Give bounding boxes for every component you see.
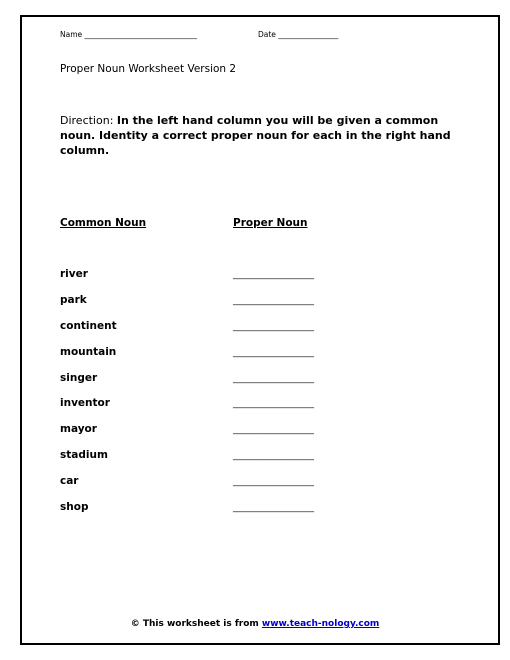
name-field: Name ______________________________ xyxy=(60,30,198,39)
direction-paragraph xyxy=(60,113,460,158)
common-noun: car xyxy=(60,475,79,488)
worksheet-title: Proper Noun Worksheet Version 2 xyxy=(60,63,237,75)
common-noun: mayor xyxy=(60,423,97,436)
noun-row xyxy=(60,475,314,501)
common-noun-heading: Common Noun xyxy=(60,217,147,229)
proper-noun-answer-line[interactable]: __________________ xyxy=(233,321,314,332)
footer-credit xyxy=(0,619,510,629)
common-noun: inventor xyxy=(60,397,110,410)
proper-noun-answer-line[interactable]: __________________ xyxy=(233,295,314,306)
common-noun: stadium xyxy=(60,449,108,462)
noun-list xyxy=(60,268,314,527)
common-noun: singer xyxy=(60,371,98,384)
noun-row xyxy=(60,371,314,398)
direction-label: Direction: xyxy=(60,114,117,127)
proper-noun-answer-line[interactable]: __________________ xyxy=(233,347,314,358)
proper-noun-answer-line[interactable]: __________________ xyxy=(233,477,314,488)
noun-row xyxy=(60,345,314,372)
common-noun: continent xyxy=(60,319,117,332)
common-noun: mountain xyxy=(60,345,117,358)
noun-row xyxy=(60,268,314,294)
header-row xyxy=(60,30,339,39)
proper-noun-answer-line[interactable]: __________________ xyxy=(233,399,314,410)
noun-row xyxy=(60,397,314,423)
footer-text: © This worksheet is from xyxy=(130,619,262,629)
noun-row xyxy=(60,319,314,346)
noun-row xyxy=(60,423,314,449)
proper-noun-heading: Proper Noun xyxy=(233,217,308,229)
common-noun: shop xyxy=(60,501,89,514)
proper-noun-answer-line[interactable]: __________________ xyxy=(233,425,314,436)
footer-link[interactable]: www.teach-nology.com xyxy=(261,619,380,629)
proper-noun-answer-line[interactable]: __________________ xyxy=(233,270,314,280)
noun-row xyxy=(60,293,314,320)
proper-noun-answer-line[interactable]: __________________ xyxy=(233,451,314,462)
noun-row xyxy=(60,501,314,527)
direction-text: In the left hand column you will be given a common noun. Identity a correct proper noun for each in the right hand column. xyxy=(60,114,451,157)
common-noun: river xyxy=(60,268,88,280)
proper-noun-answer-line[interactable]: __________________ xyxy=(233,373,314,384)
common-noun: park xyxy=(60,293,87,306)
date-field: Date ________________ xyxy=(258,30,339,39)
noun-row xyxy=(60,449,314,475)
proper-noun-answer-line[interactable]: __________________ xyxy=(233,503,314,514)
